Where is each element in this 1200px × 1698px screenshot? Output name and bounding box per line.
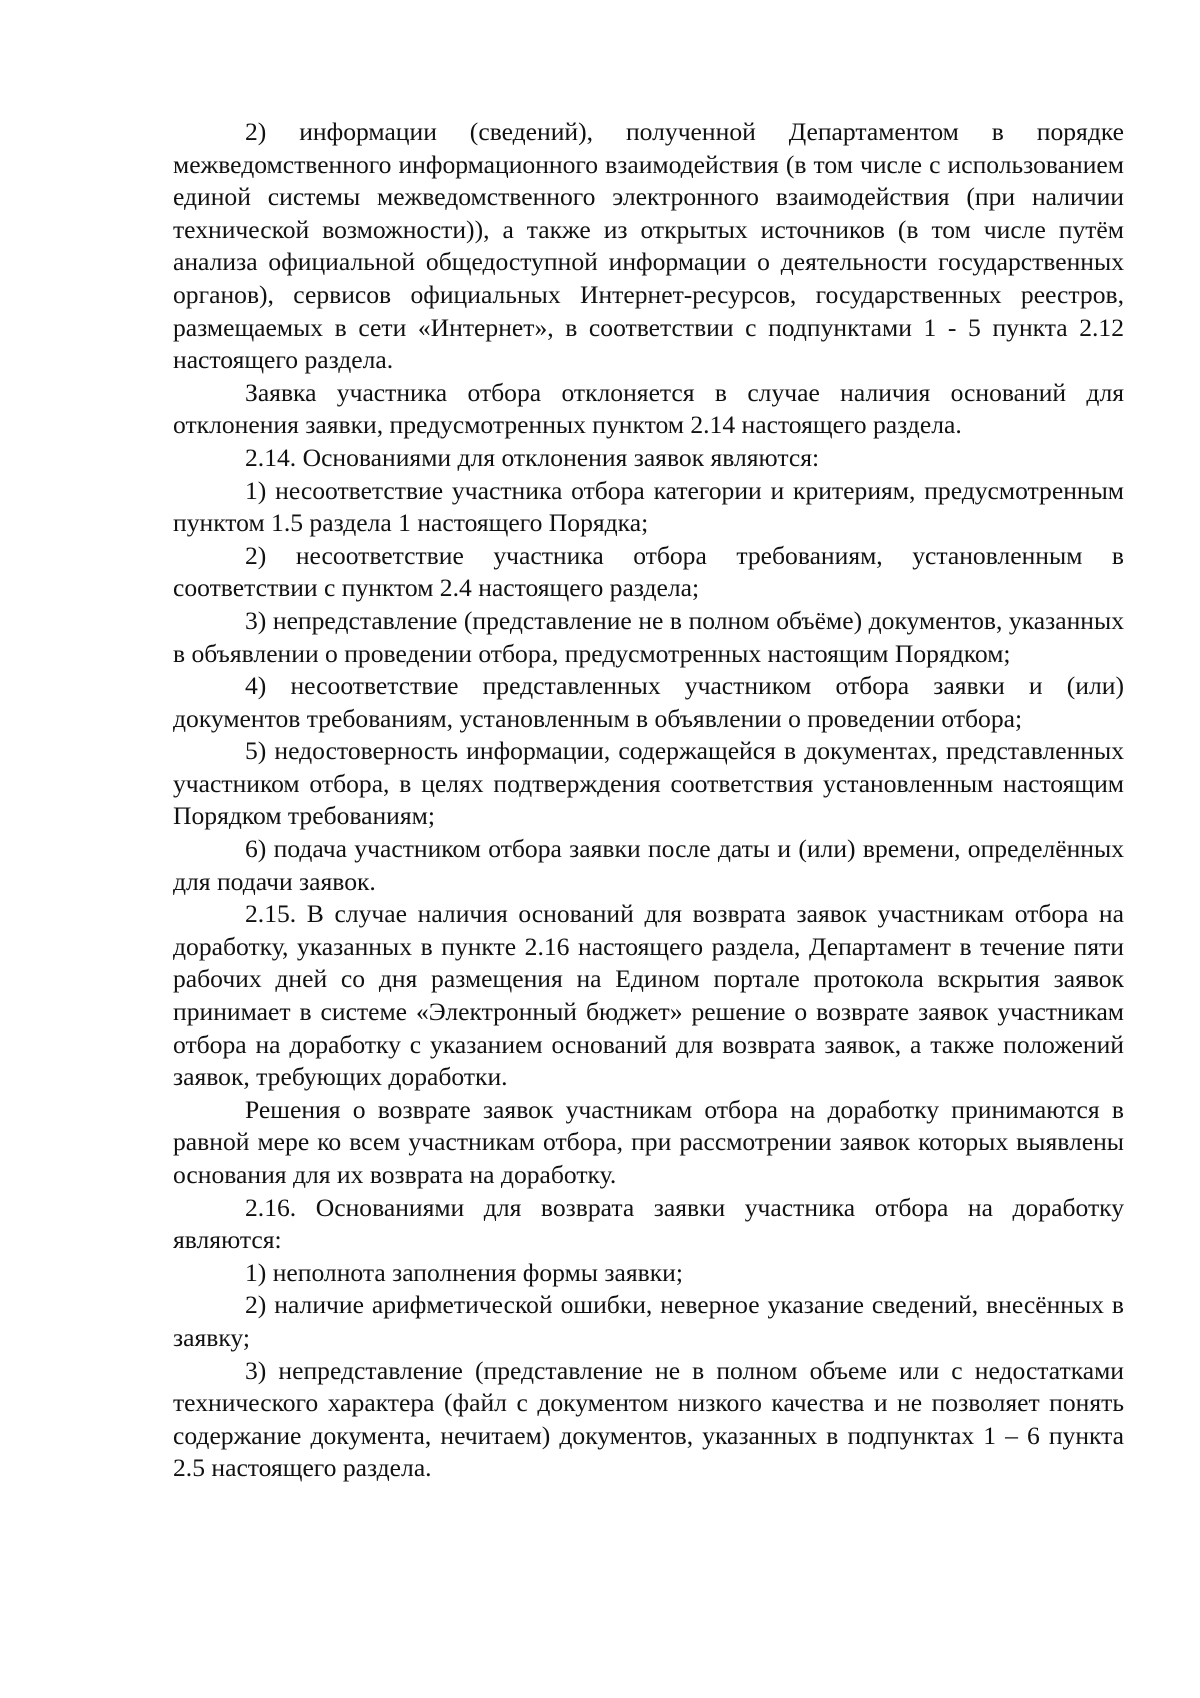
paragraph-2-14-item-1: 1) несоответствие участника отбора категории и критериям, предусмотренным пунктом 1.5 раздела 1 настоящего Порядка;	[173, 475, 1124, 538]
paragraph-2-14-item-4: 4) несоответствие представленных участником отбора заявки и (или) документов требованиям, установленным в объявлении о проведении отбора;	[173, 671, 1124, 733]
paragraph-rejection-rule: Заявка участника отбора отклоняется в случае наличия оснований для отклонения заявки, предусмотренных пунктом 2.14 настоящего раздела.	[173, 377, 1124, 440]
paragraph-2-14-item-5: 5) недостоверность информации, содержащейся в документах, представленных участником отбора, в целях подтверждения соответствия установленным настоящим Порядком требованиям;	[173, 736, 1124, 831]
paragraph-2-16-heading: 2.16. Основаниями для возврата заявки участника отбора на доработку являются:	[173, 1192, 1124, 1255]
paragraph-interagency-info: 2) информации (сведений), полученной Департаментом в порядке межведомственного информационного взаимодействия (в том числе с использованием единой системы межведомственного электронного взаимодействия (при наличии технической возможности)), а также из открытых источников (в том числе путём анализа официальной общедоступной информации о деятельности государственных органов), сервисов официальных Интернет-ресурсов, государственных реестров, размещаемых в сети «Интернет», в соответствии с подпунктами 1 - 5 пункта 2.12 настоящего раздела.	[173, 117, 1124, 375]
paragraph-2-14-heading: 2.14. Основаниями для отклонения заявок являются:	[245, 442, 820, 472]
paragraph-2-16-item-3: 3) непредставление (представление не в полном объеме или с недостатками технического характера (файл с документом низкого качества и не позволяет понять содержание документа, нечитаем) документов, указанных в подпунктах 1 – 6 пункта 2.5 настоящего раздела.	[173, 1355, 1124, 1483]
paragraph-2-15: 2.15. В случае наличия оснований для возврата заявок участникам отбора на доработку, указанных в пункте 2.16 настоящего раздела, Департамент в течение пяти рабочих дней со дня размещения на Едином портале протокола вскрытия заявок принимает в системе «Электронный бюджет» решение о возврате заявок участникам отбора на доработку с указанием оснований для возврата заявок, а также положений заявок, требующих доработки.	[173, 899, 1124, 1092]
paragraph-2-16-item-2: 2) наличие арифметической ошибки, неверное указание сведений, внесённых в заявку;	[173, 1290, 1124, 1352]
paragraph-2-14-item-6: 6) подача участником отбора заявки после даты и (или) времени, определённых для подачи заявок.	[173, 834, 1124, 896]
paragraph-2-14-item-2: 2) несоответствие участника отбора требованиям, установленным в соответствии с пунктом 2.4 настоящего раздела;	[173, 540, 1124, 603]
paragraph-2-16-item-1: 1) неполнота заполнения формы заявки;	[245, 1257, 683, 1287]
paragraph-return-decisions: Решения о возврате заявок участникам отбора на доработку принимаются в равной мере ко всем участникам отбора, при рассмотрении заявок которых выявлены основания для их возврата на доработку.	[173, 1094, 1124, 1189]
document-body	[173, 116, 1124, 1485]
paragraph-2-14-item-3: 3) непредставление (представление не в полном объёме) документов, указанных в объявлении о проведении отбора, предусмотренных настоящим Порядком;	[173, 605, 1124, 668]
